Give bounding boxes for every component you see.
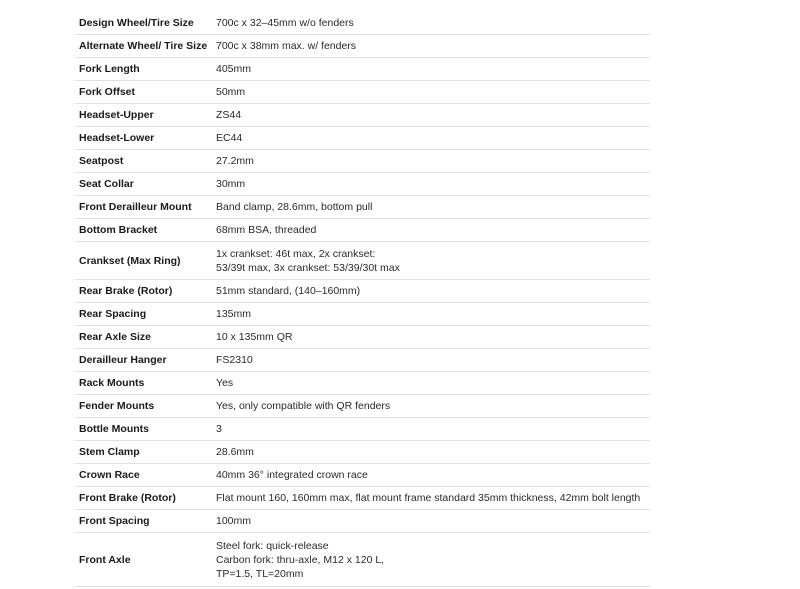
spec-label: Crown Race [75,464,212,487]
spec-value [212,81,650,104]
spec-value-line: TP=1.5, TL=20mm [216,567,304,580]
spec-row [75,81,650,104]
spec-label: Front Derailleur Mount [75,196,212,219]
spec-value-line: 30mm [216,178,246,190]
spec-value-line: 53/39t max, 3x crankset: 53/39/30t max [216,261,400,274]
spec-row [75,349,650,372]
spec-row [75,104,650,127]
spec-value [212,510,650,533]
spec-label: Front Axle [75,533,212,587]
spec-row [75,441,650,464]
spec-label: Front Spacing [75,510,212,533]
spec-value-line: 700c x 32–45mm w/o fenders [216,17,354,29]
spec-value-line: Flat mount 160, 160mm max, flat mount frame standard 35mm thickness, 42mm bolt length [216,492,641,504]
specifications-table [75,12,650,587]
spec-row [75,35,650,58]
spec-value-line: ZS44 [216,109,242,121]
spec-row [75,127,650,150]
spec-value-line: 3 [216,423,222,435]
spec-value [212,533,650,587]
spec-value-line: 700c x 38mm max. w/ fenders [216,40,357,52]
spec-value-line: 50mm [216,86,246,98]
spec-label: Rear Spacing [75,303,212,326]
spec-row [75,280,650,303]
spec-value [212,173,650,196]
spec-value [212,104,650,127]
spec-value [212,303,650,326]
spec-row [75,487,650,510]
spec-row [75,395,650,418]
spec-value-line: Carbon fork: thru-axle, M12 x 120 L, [216,553,385,566]
spec-value-line: Band clamp, 28.6mm, bottom pull [216,201,373,213]
spec-label: Derailleur Hanger [75,349,212,372]
spec-row [75,196,650,219]
spec-value-line: 135mm [216,308,252,320]
spec-label: Rear Brake (Rotor) [75,280,212,303]
spec-value-line: 51mm standard, (140–160mm) [216,285,361,297]
spec-row [75,150,650,173]
spec-label: Bottle Mounts [75,418,212,441]
spec-value [212,150,650,173]
spec-row [75,464,650,487]
spec-row [75,533,650,587]
spec-row [75,242,650,280]
spec-value [212,219,650,242]
spec-value [212,35,650,58]
spec-value [212,487,650,510]
spec-value [212,12,650,35]
spec-label: Fork Length [75,58,212,81]
spec-label: Fender Mounts [75,395,212,418]
spec-label: Alternate Wheel/ Tire Size [75,35,212,58]
spec-value [212,441,650,464]
spec-row [75,12,650,35]
spec-value-line: 27.2mm [216,155,254,167]
spec-value [212,196,650,219]
spec-value [212,326,650,349]
spec-label: Crankset (Max Ring) [75,242,212,280]
spec-value [212,58,650,81]
spec-value-line: 40mm 36° integrated crown race [216,469,368,481]
spec-value-line: 100mm [216,515,252,527]
spec-value-line: 1x crankset: 46t max, 2x crankset: [216,247,376,260]
spec-value [212,280,650,303]
spec-value-line: EC44 [216,132,243,144]
spec-row [75,303,650,326]
spec-value-line: 68mm BSA, threaded [216,224,317,236]
spec-value-line: Steel fork: quick-release [216,539,329,552]
spec-value [212,242,650,280]
spec-row [75,58,650,81]
spec-label: Seatpost [75,150,212,173]
spec-value-line: 405mm [216,63,252,75]
spec-row [75,372,650,395]
spec-label: Rear Axle Size [75,326,212,349]
spec-value [212,418,650,441]
spec-label: Fork Offset [75,81,212,104]
spec-row [75,510,650,533]
spec-row [75,418,650,441]
spec-label: Stem Clamp [75,441,212,464]
spec-label: Bottom Bracket [75,219,212,242]
spec-value [212,349,650,372]
spec-label: Rack Mounts [75,372,212,395]
specifications-table-body [75,12,650,587]
spec-value [212,372,650,395]
spec-row [75,173,650,196]
spec-row [75,219,650,242]
spec-row [75,326,650,349]
spec-label: Design Wheel/Tire Size [75,12,212,35]
spec-label: Headset-Upper [75,104,212,127]
spec-value-line: Yes, only compatible with QR fenders [216,400,391,412]
spec-value [212,395,650,418]
spec-value-line: 10 x 135mm QR [216,331,293,343]
spec-value [212,127,650,150]
spec-value-line: 28.6mm [216,446,254,458]
spec-value [212,464,650,487]
spec-label: Front Brake (Rotor) [75,487,212,510]
spec-value-line: FS2310 [216,354,253,366]
spec-label: Seat Collar [75,173,212,196]
spec-label: Headset-Lower [75,127,212,150]
spec-value-line: Yes [216,377,234,389]
